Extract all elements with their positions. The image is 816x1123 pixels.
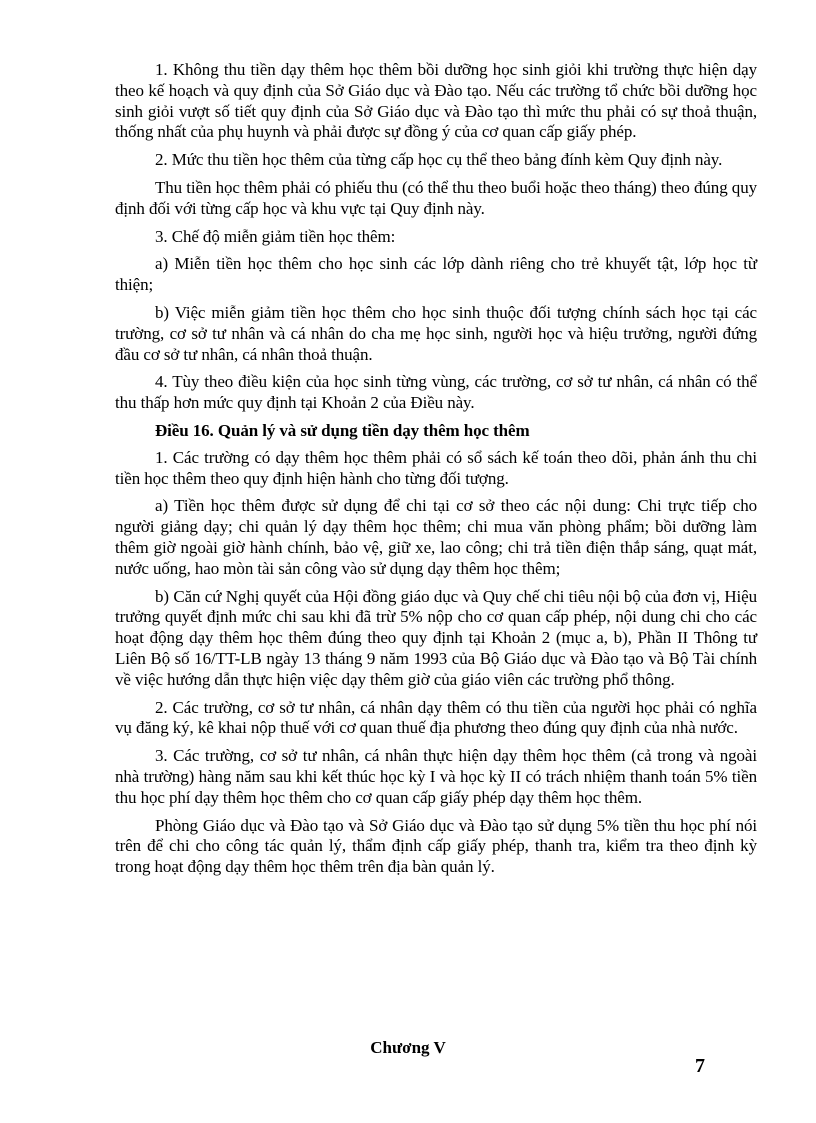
paragraph-exemption-a: a) Miễn tiền học thêm cho học sinh các lớp dành riêng cho trẻ khuyết tật, lớp học từ thiện; [115,254,757,295]
paragraph-spending-b: b) Căn cứ Nghị quyết của Hội đồng giáo dục và Quy chế chi tiêu nội bộ của đơn vị, Hiệu trưởng quyết định mức chi sau khi đã trừ 5% nộp cho cơ quan cấp phép, nội dung chi cho các hoạt động dạy thêm học thêm đúng theo quy định tại Khoản 2 (mục a, b), Phần II Thông tư Liên Bộ số 16/TT-LB ngày 13 tháng 9 năm 1993 của Bộ Giáo dục và Đào tạo và Bộ Tài chính về việc hướng dẫn thực hiện việc dạy thêm giờ của giáo viên các trường phổ thông. [115,586,757,689]
paragraph-tax-registration: 2. Các trường, cơ sở tư nhân, cá nhân dạy thêm có thu tiền của người học phải có nghĩa vụ đăng ký, kê khai nộp thuế với cơ quan thuế địa phương theo đúng quy định của nhà nước. [115,697,757,738]
paragraph-receipt: Thu tiền học thêm phải có phiếu thu (có thể thu theo buổi hoặc theo tháng) theo đúng quy định đối với từng cấp học và khu vực tại Quy định này. [115,177,757,218]
paragraph-accounting: 1. Các trường có dạy thêm học thêm phải có sổ sách kế toán theo dõi, phản ánh thu chi tiền học thêm theo quy định hiện hành cho từng đối tượng. [115,447,757,488]
paragraph-use-of-5-percent: Phòng Giáo dục và Đào tạo và Sở Giáo dục và Đào tạo sử dụng 5% tiền thu học phí nói trên để chi cho công tác quản lý, thẩm định cấp giấy phép, thanh tra, kiểm tra theo định kỳ trong hoạt động dạy thêm học thêm trên địa bàn quản lý. [115,815,757,877]
paragraph-fee-levels: 2. Mức thu tiền học thêm của từng cấp học cụ thể theo bảng đính kèm Quy định này. [155,150,723,170]
paragraph-spending-a: a) Tiền học thêm được sử dụng để chi tại cơ sở theo các nội dung: Chi trực tiếp cho người giảng dạy; chi quản lý dạy thêm học thêm; chi mua văn phòng phẩm; bồi dưỡng làm thêm giờ ngoài giờ hành chính, bảo vệ, giữ xe, lao công; chi trả tiền điện thắp sáng, quạt mát, nước uống, hao mòn tài sản công vào sử dụng dạy thêm học thêm; [115,496,757,578]
paragraph-fee-exemption-gifted: 1. Không thu tiền dạy thêm học thêm bồi dưỡng học sinh giỏi khi trường thực hiện dạy theo kế hoạch và quy định của Sở Giáo dục và Đào tạo. Nếu các trường tổ chức bồi dưỡng học sinh giỏi vượt số tiết quy định của Sở Giáo dục và Đào tạo thì mức thu phải có sự thoả thuận, thống nhất của phụ huynh và phải được sự đồng ý của cơ quan cấp giấy phép. [115,60,757,142]
document-body [115,60,757,885]
paragraph-regional-conditions: 4. Tùy theo điều kiện của học sinh từng vùng, các trường, cơ sở tư nhân, cá nhân có thể thu thấp hơn mức quy định tại Khoản 2 của Điều này. [115,372,757,413]
article-heading: Điều 16. Quản lý và sử dụng tiền dạy thêm học thêm [155,420,530,440]
chapter-heading: Chương V [370,1038,446,1057]
paragraph-payment-5-percent: 3. Các trường, cơ sở tư nhân, cá nhân thực hiện dạy thêm học thêm (cả trong và ngoài nhà trường) hàng năm sau khi kết thúc học kỳ I và học kỳ II có trách nhiệm thanh toán 5% tiền thu học phí dạy thêm học thêm cho cơ quan cấp giấy phép dạy thêm học thêm. [115,746,757,807]
paragraph-exemption-b: b) Việc miễn giảm tiền học thêm cho học sinh thuộc đối tượng chính sách học tại các trường, cơ sở tư nhân và cá nhân do cha mẹ học sinh, người học và hiệu trưởng, người đứng đầu cơ sở tư nhân, cá nhân thoả thuận. [115,302,757,364]
page-number: 7 [695,1055,705,1077]
paragraph-exemption-regime: 3. Chế độ miễn giảm tiền học thêm: [155,226,396,246]
